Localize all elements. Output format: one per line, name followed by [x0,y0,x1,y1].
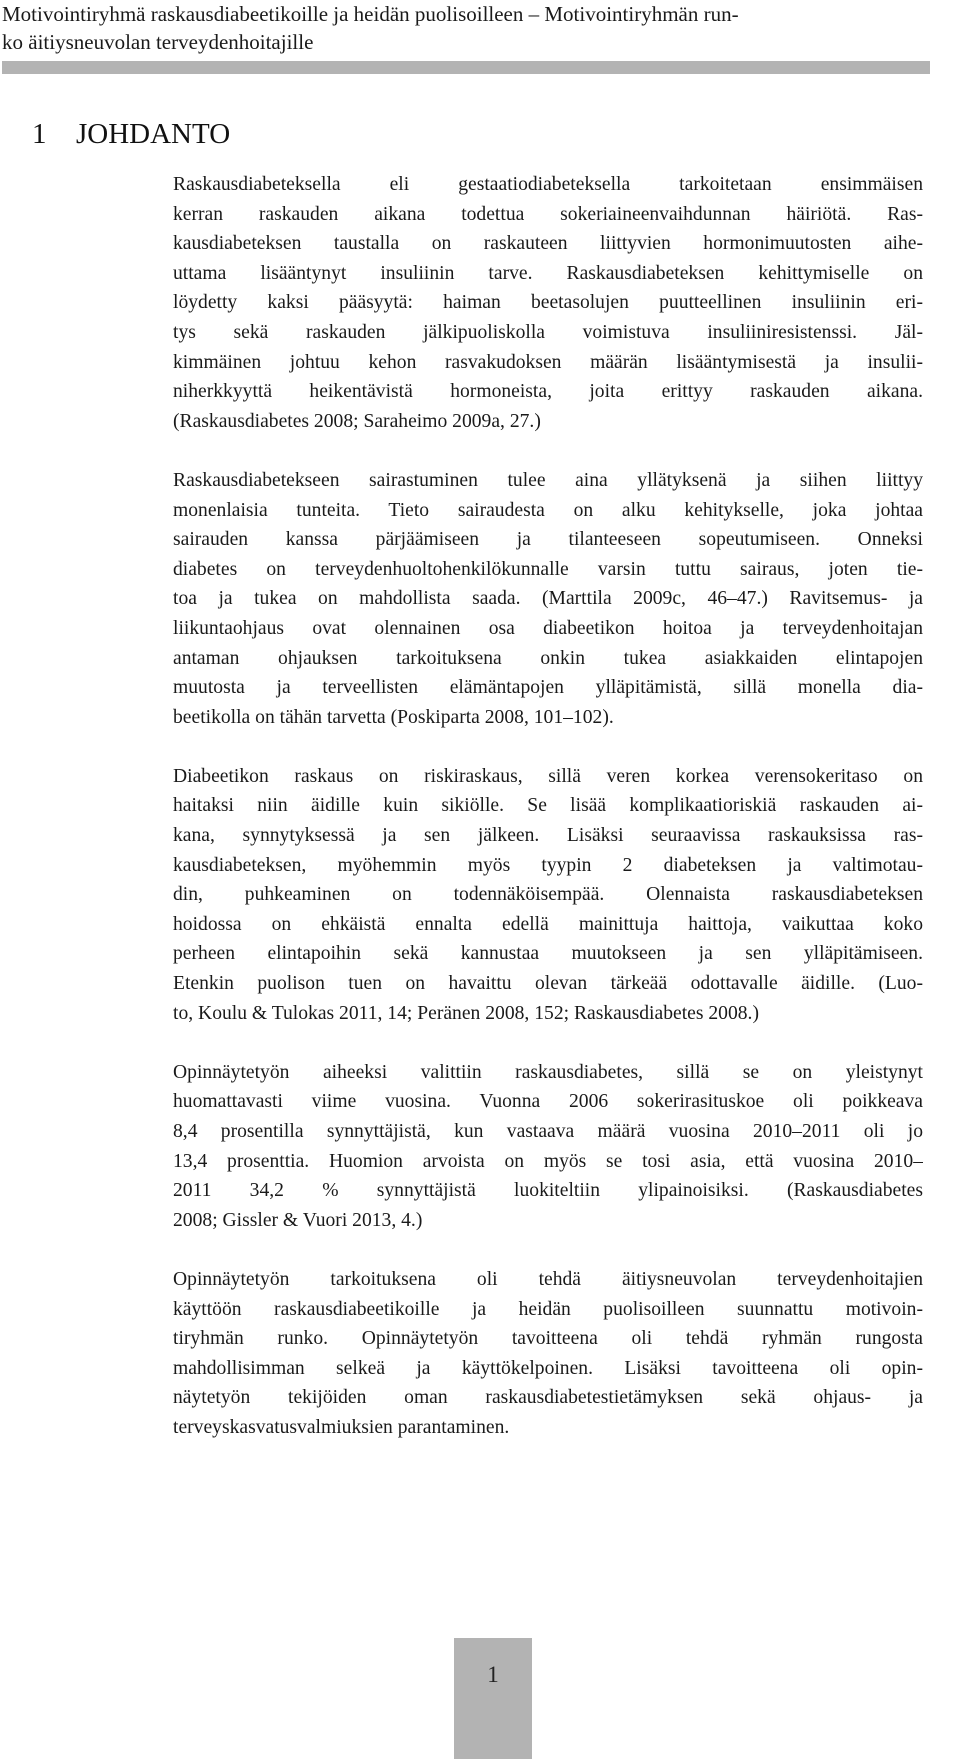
text-line: kausdiabeteksen taustalla on raskauteen liittyvien hormonimuutosten aihe- [173,233,923,255]
paragraph-2 [173,466,923,732]
text-line: uttama lisääntynyt insuliinin tarve. Raskausdiabeteksen kehittymiselle on [173,262,923,284]
text-line: sairauden kanssa pärjäämiseen ja tilanteeseen sopeutumiseen. Onneksi [173,529,923,551]
text-line: Diabeetikon raskaus on riskiraskaus, sillä veren korkea verensokeritaso on [173,765,923,787]
text-line: hoidossa on ehkäistä ennalta edellä mainittuja haittoja, vaikuttaa koko [173,913,923,935]
text-line: diabetes on terveydenhuoltohenkilökunnalle varsin tuttu sairaus, joten tie- [173,558,923,580]
text-line: tiryhmän runko. Opinnäytetyön tavoitteena oli tehdä ryhmän rungosta [173,1328,923,1350]
text-line: kana, synnytyksessä ja sen jälkeen. Lisäksi seuraavissa raskauksissa ras- [173,825,923,847]
text-line: to, Koulu & Tulokas 2011, 14; Peränen 2008, 152; Raskausdiabetes 2008.) [173,1002,759,1024]
text-line: terveyskasvatusvalmiuksien parantaminen. [173,1416,510,1438]
chapter-heading [32,116,230,152]
text-line: Opinnäytetyön tarkoituksena oli tehdä äitiysneuvolan terveydenhoitajien [173,1268,923,1290]
text-line: kimmäinen johtuu kehon rasvakudoksen määrän lisääntymisestä ja insulii- [173,351,923,373]
text-line: niherkkyyttä heikentävistä hormoneista, joita erittyy raskauden aikana. [173,381,923,403]
text-line: Raskausdiabeteksella eli gestaatiodiabeteksella tarkoitetaan ensimmäisen [173,174,923,195]
running-header-line-1: Motivointiryhmä raskausdiabeetikoille ja heidän puolisoilleen – Motivointiryhmän run- [2,2,739,26]
chapter-title: JOHDANTO [76,118,231,150]
page-number: 1 [487,1662,499,1687]
running-header [2,0,930,56]
running-header-line-2: ko äitiysneuvolan terveydenhoitajille [2,30,314,54]
body-text [173,170,923,1472]
text-line: muutosta ja terveellisten elämäntapojen ylläpitämistä, sillä monella dia- [173,677,923,699]
paragraph-4 [173,1058,923,1236]
text-line: din, puhkeaminen on todennäköisempää. Olennaista raskausdiabeteksen [173,884,923,906]
text-line: 2011 34,2 % synnyttäjistä luokiteltiin ylipainoisiksi. (Raskausdiabetes [173,1180,923,1202]
text-line: haitaksi niin äidille kuin sikiölle. Se lisää komplikaatioriskiä raskauden ai- [173,795,923,817]
chapter-number: 1 [32,118,47,150]
paragraph-1 [173,170,923,436]
text-line: löydetty kaksi pääsyytä: haiman beetasolujen puutteellinen insuliinin eri- [173,292,923,314]
text-line: käyttöön raskausdiabeetikoille ja heidän puolisoilleen suunnattu motivoin- [173,1298,923,1320]
text-line: toa ja tukea on mahdollista saada. (Marttila 2009c, 46–47.) Ravitsemus- ja [173,588,923,610]
text-line: 8,4 prosentilla synnyttäjistä, kun vastaava määrä vuosina 2010–2011 oli jo [173,1121,923,1142]
text-line: antaman ohjauksen tarkoituksena onkin tukea asiakkaiden elintapojen [173,647,923,669]
text-line: näytetyön tekijöiden oman raskausdiabetestietämyksen sekä ohjaus- ja [173,1387,923,1409]
paragraph-5 [173,1265,923,1443]
text-line: Etenkin puolison tuen on havaittu olevan tärkeää odottavalle äidille. (Luo- [173,973,923,995]
text-line: liikuntaohjaus ovat olennainen osa diabeetikon hoitoa ja terveydenhoitajan [173,617,923,639]
text-line: (Raskausdiabetes 2008; Saraheimo 2009a, 27.) [173,410,541,432]
page-number-box [454,1638,532,1759]
text-line: kausdiabeteksen, myöhemmin myös tyypin 2 diabeteksen ja valtimotau- [173,854,923,876]
text-line: Raskausdiabetekseen sairastuminen tulee aina yllätyksenä ja siihen liittyy [173,469,923,491]
text-line: perheen elintapoihin sekä kannustaa muutokseen ja sen ylläpitämiseen. [173,943,923,965]
text-line: monenlaisia tunteita. Tieto sairaudesta on alku kehitykselle, joka johtaa [173,499,923,521]
text-line: huomattavasti viime vuosina. Vuonna 2006 sokerirasituskoe oli poikkeava [173,1091,923,1113]
paragraph-3 [173,762,923,1028]
text-line: mahdollisimman selkeä ja käyttökelpoinen. Lisäksi tavoitteena oli opin- [173,1357,923,1379]
text-line: Opinnäytetyön aiheeksi valittiin raskausdiabetes, sillä se on yleistynyt [173,1061,923,1083]
header-rule [2,61,930,74]
text-line: 2008; Gissler & Vuori 2013, 4.) [173,1209,423,1231]
text-line: beetikolla on tähän tarvetta (Poskiparta 2008, 101–102). [173,706,614,728]
text-line: kerran raskauden aikana todettua sokeriaineenvaihdunnan häiriötä. Ras- [173,203,923,225]
text-line: tys sekä raskauden jälkipuoliskolla voimistuva insuliiniresistenssi. Jäl- [173,321,923,343]
text-line: 13,4 prosenttia. Huomion arvoista on myös se tosi asia, että vuosina 2010– [173,1150,923,1172]
